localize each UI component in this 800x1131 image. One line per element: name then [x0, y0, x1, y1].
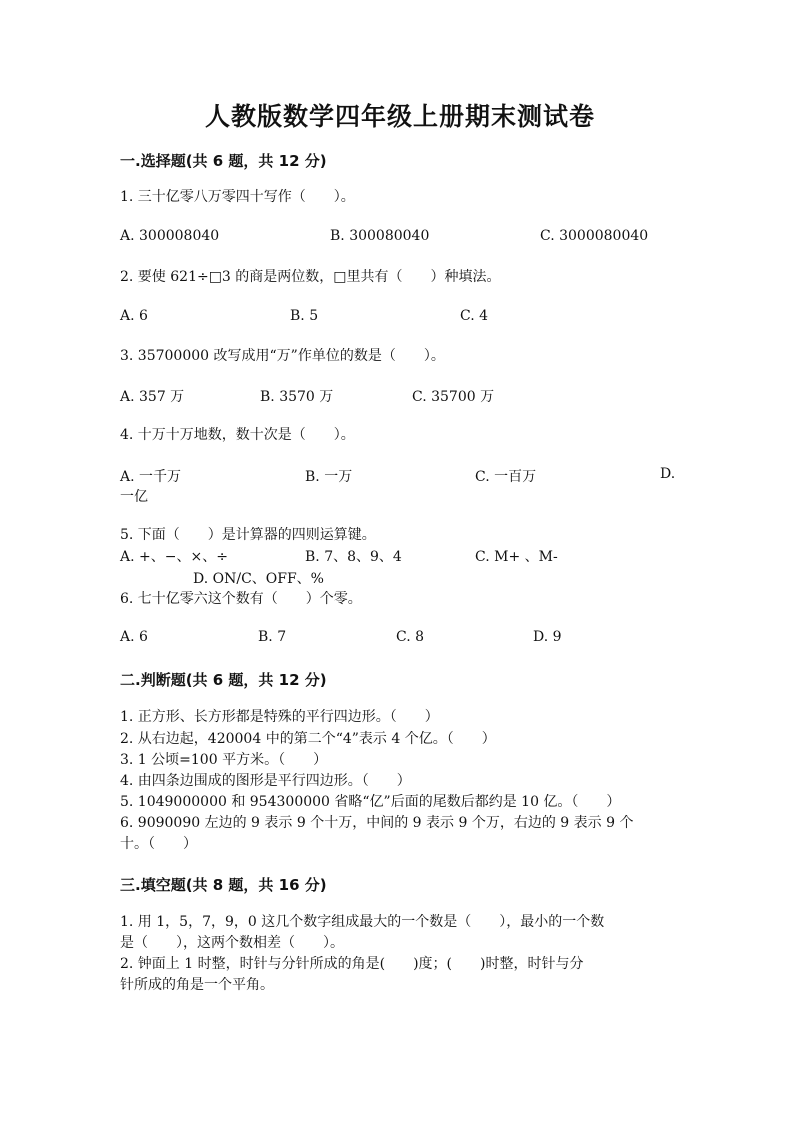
- question-stem: 5. 下面（ ）是计算器的四则运算键。: [120, 527, 376, 543]
- option-b: B. 7、8、9、4: [305, 549, 402, 565]
- question-stem: 1. 三十亿零八万零四十写作（ ）。: [120, 189, 355, 205]
- option-d: D. 9: [533, 629, 562, 645]
- fill-blank-item-continued: 针所成的角是一个平角。: [120, 977, 274, 993]
- judgement-item: 1. 正方形、长方形都是特殊的平行四边形。（ ）: [120, 709, 439, 725]
- option-c: C. 3000080040: [540, 228, 649, 244]
- option-d: D.: [660, 466, 676, 482]
- question-stem: 6. 七十亿零六这个数有（ ）个零。: [120, 591, 362, 607]
- option-a: A. 300008040: [120, 228, 220, 244]
- judgement-item-continued: 十。（ ）: [120, 836, 197, 852]
- option-b: B. 7: [258, 629, 287, 645]
- section-heading-choice: 一.选择题(共 6 题，共 12 分): [120, 152, 327, 170]
- option-c: C. 一百万: [475, 469, 537, 485]
- option-c: C. 4: [460, 308, 489, 324]
- judgement-item: 6. 9090090 左边的 9 表示 9 个十万，中间的 9 表示 9 个万，右边的 9 表示 9 个: [120, 815, 634, 831]
- judgement-item: 5. 1049000000 和 954300000 省略“亿”后面的尾数后都约是 10 亿。（ ）: [120, 794, 621, 810]
- option-b: B. 5: [290, 308, 319, 324]
- option-c: C. 35700 万: [412, 389, 495, 405]
- section-heading-judgement: 二.判断题(共 6 题，共 12 分): [120, 671, 327, 689]
- option-c: C. 8: [396, 629, 425, 645]
- fill-blank-item-continued: 是（ ），这两个数相差（ ）。: [120, 935, 344, 951]
- question-stem: 2. 要使 621÷□3 的商是两位数，□里共有（ ）种填法。: [120, 269, 501, 285]
- option-c: C. M+ 、M-: [475, 549, 558, 565]
- option-a: A. 一千万: [120, 469, 182, 485]
- option-d: D. ON/C、OFF、%: [193, 571, 324, 587]
- judgement-item: 4. 由四条边围成的图形是平行四边形。（ ）: [120, 773, 411, 789]
- option-a: A. 6: [120, 629, 148, 645]
- option-a: A. 357 万: [120, 389, 185, 405]
- option-b: B. 一万: [305, 469, 353, 485]
- option-a: A. +、−、×、÷: [120, 549, 228, 565]
- fill-blank-item: 2. 钟面上 1 时整，时针与分针所成的角是( )度；( )时整，时针与分: [120, 956, 584, 972]
- page-title: 人教版数学四年级上册期末测试卷: [204, 102, 595, 131]
- option-b: B. 3570 万: [260, 389, 334, 405]
- question-stem: 3. 35700000 改写成用“万”作单位的数是（ ）。: [120, 348, 445, 364]
- section-heading-fill-blank: 三.填空题(共 8 题，共 16 分): [120, 876, 327, 894]
- question-stem: 4. 十万十万地数，数十次是（ ）。: [120, 427, 355, 443]
- option-b: B. 300080040: [330, 228, 430, 244]
- judgement-item: 3. 1 公顷=100 平方米。（ ）: [120, 752, 328, 768]
- judgement-item: 2. 从右边起，420004 中的第二个“4”表示 4 个亿。（ ）: [120, 731, 496, 747]
- option-a: A. 6: [120, 308, 148, 324]
- option-d-continued: 一亿: [120, 489, 148, 505]
- fill-blank-item: 1. 用 1，5，7，9，0 这几个数字组成最大的一个数是（ ），最小的一个数: [120, 914, 605, 930]
